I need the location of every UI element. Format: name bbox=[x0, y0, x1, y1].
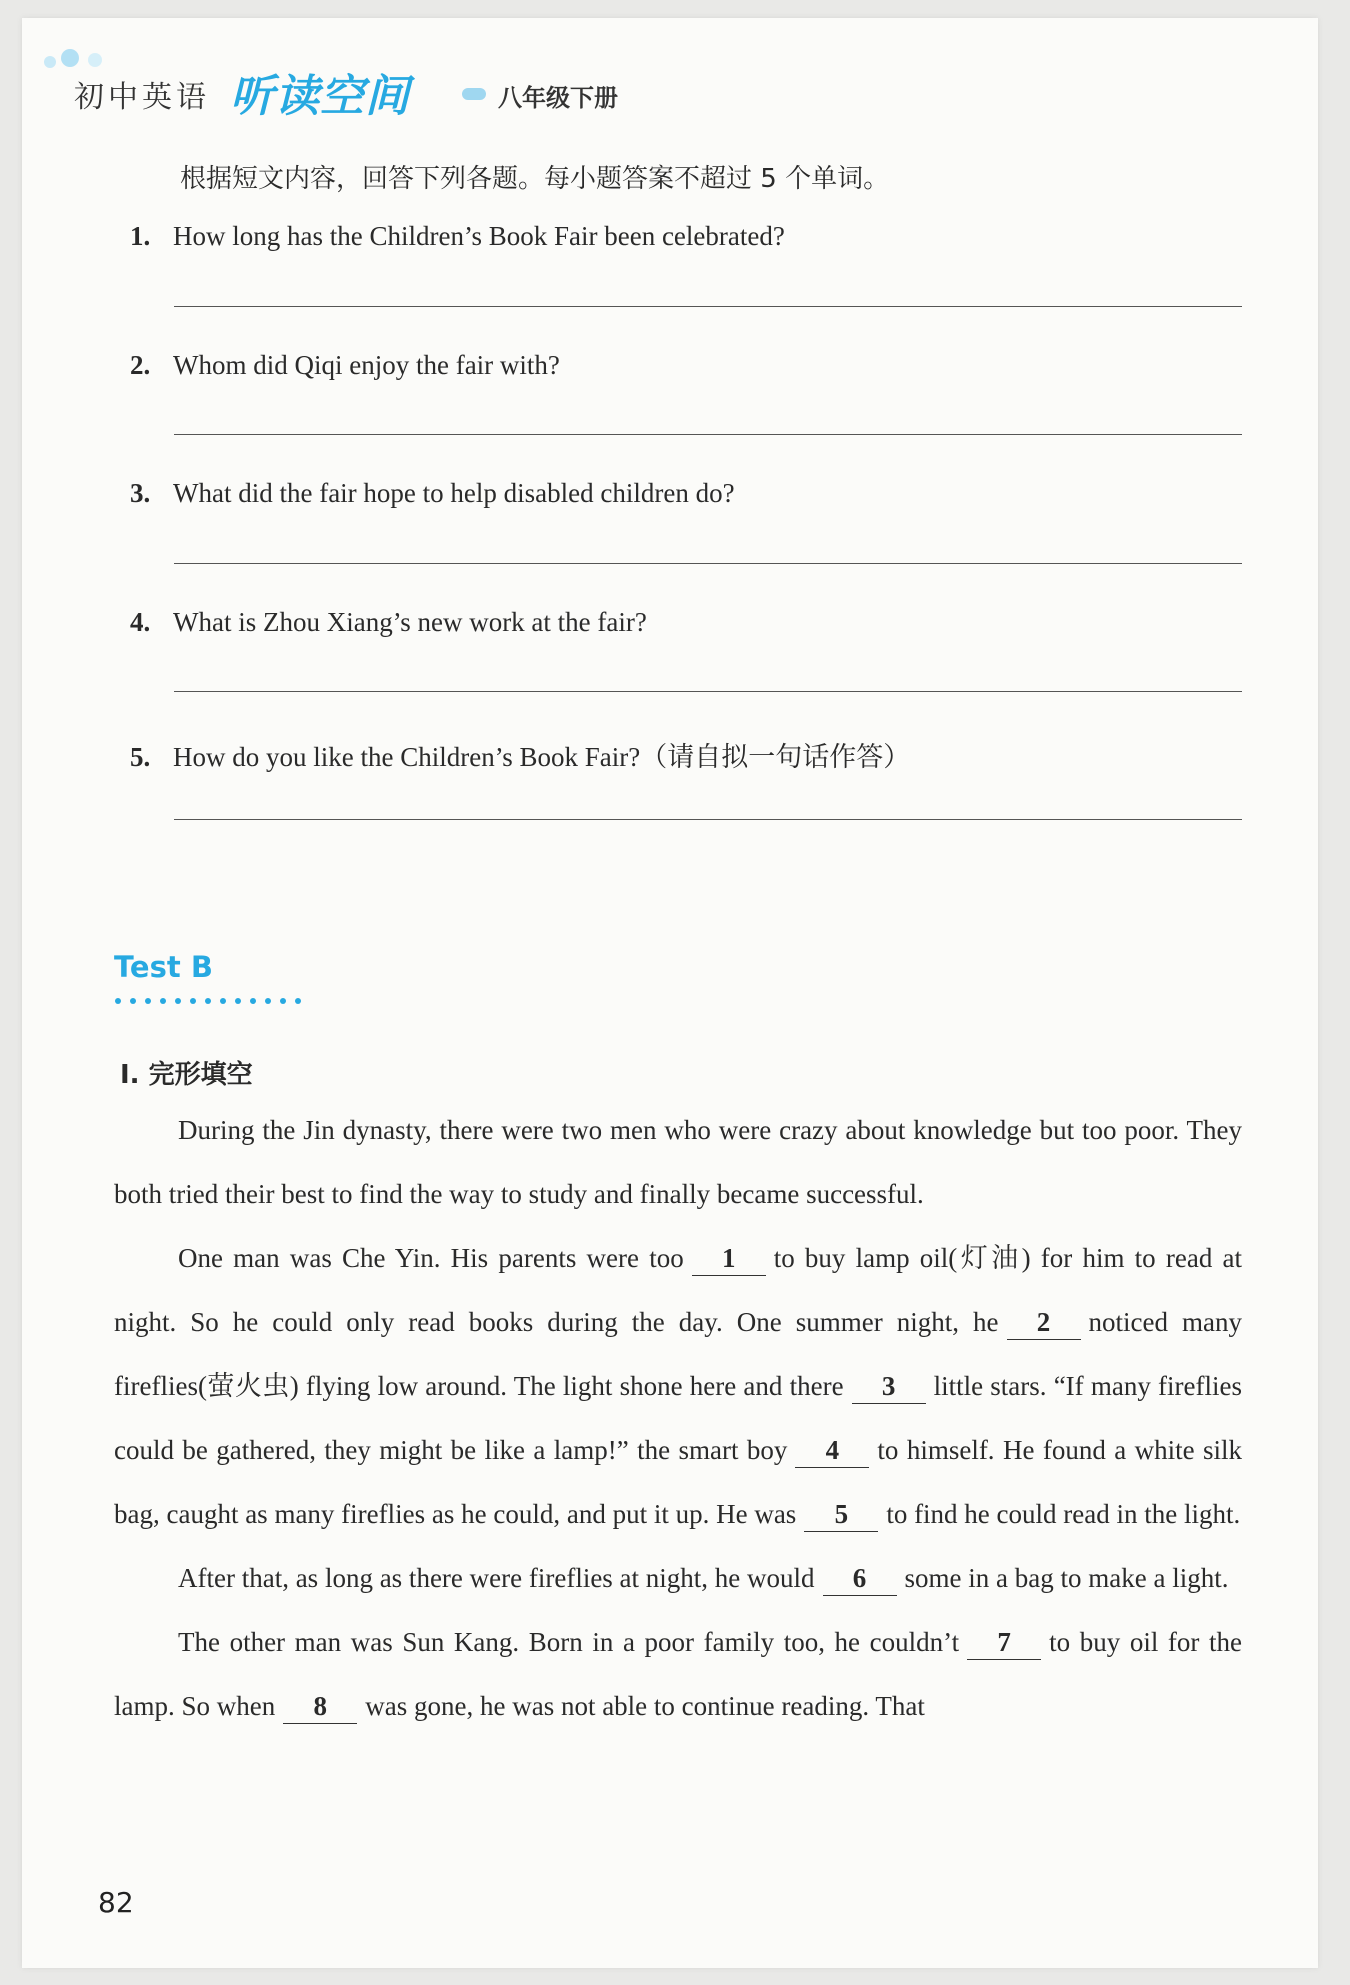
answer-line-2[interactable] bbox=[174, 434, 1242, 435]
test-title: Test B bbox=[114, 950, 213, 984]
passage-text: One man was Che Yin. His parents were too bbox=[178, 1243, 684, 1273]
question-text: Whom did Qiqi enjoy the fair with? bbox=[173, 350, 560, 380]
grade-label: 八年级下册 bbox=[498, 84, 618, 112]
passage-text: was gone, he was not able to continue reading. That bbox=[365, 1691, 925, 1721]
passage-text: After that, as long as there were fireflies at night, he would bbox=[178, 1563, 815, 1593]
blank-1[interactable]: 1 bbox=[692, 1241, 766, 1276]
passage-text: to buy oil for the lamp. So when bbox=[114, 1627, 1242, 1721]
arrow-icon bbox=[462, 88, 486, 100]
question-text: What did the fair hope to help disabled children do? bbox=[173, 478, 735, 508]
question-3 bbox=[130, 478, 735, 509]
page-header bbox=[50, 56, 690, 126]
question-number: 1. bbox=[130, 221, 151, 251]
passage-text: to buy lamp oil(灯油) for him to read at night. So he could only read books during the day. One summer night, he bbox=[114, 1243, 1242, 1337]
blank-6[interactable]: 6 bbox=[823, 1561, 897, 1596]
question-number: 5. bbox=[130, 742, 151, 772]
question-number: 3. bbox=[130, 478, 151, 508]
instruction-text: 根据短文内容，回答下列各题。每小题答案不超过 5 个单词。 bbox=[180, 164, 890, 194]
answer-line-5[interactable] bbox=[174, 819, 1242, 820]
paragraph-3 bbox=[114, 1546, 1242, 1610]
question-2 bbox=[130, 350, 560, 381]
question-4 bbox=[130, 607, 647, 638]
question-5 bbox=[130, 735, 910, 774]
passage-text: little stars. “If many fireflies could be gathered, they might be like a lamp!” the smart boy bbox=[114, 1371, 1242, 1465]
page-number: 82 bbox=[98, 1886, 134, 1919]
dotted-underline bbox=[114, 996, 304, 1006]
answer-line-3[interactable] bbox=[174, 563, 1242, 564]
blank-5[interactable]: 5 bbox=[804, 1497, 878, 1532]
book-brand-title: 听读空间 bbox=[230, 71, 410, 122]
question-number: 2. bbox=[130, 350, 151, 380]
passage-text: The other man was Sun Kang. Born in a poor family too, he couldn’t bbox=[178, 1627, 960, 1657]
question-text: How long has the Children’s Book Fair been celebrated? bbox=[173, 221, 785, 251]
passage-text: to find he could read in the light. bbox=[886, 1499, 1241, 1529]
question-text: How do you like the Children’s Book Fair?（请自拟一句话作答） bbox=[173, 742, 911, 772]
question-1 bbox=[130, 221, 785, 252]
paragraph-4 bbox=[114, 1610, 1242, 1738]
passage-text: some in a bag to make a light. bbox=[904, 1563, 1229, 1593]
passage-text: noticed many fireflies(萤火虫) flying low around. The light shone here and there bbox=[114, 1307, 1242, 1401]
question-text: What is Zhou Xiang’s new work at the fair? bbox=[173, 607, 647, 637]
paragraph-2 bbox=[114, 1226, 1242, 1546]
blank-3[interactable]: 3 bbox=[852, 1369, 926, 1404]
paragraph-1: During the Jin dynasty, there were two men who were crazy about knowledge but too poor. They both tried their best to find the way to study and finally became successful. bbox=[114, 1115, 1242, 1209]
answer-line-1[interactable] bbox=[174, 306, 1242, 307]
question-number: 4. bbox=[130, 607, 151, 637]
blank-8[interactable]: 8 bbox=[283, 1689, 357, 1724]
section-title: Ⅰ. 完形填空 bbox=[120, 1060, 253, 1090]
passage-text: to himself. He found a white silk bag, caught as many fireflies as he could, and put it up. He was bbox=[114, 1435, 1242, 1529]
answer-line-4[interactable] bbox=[174, 691, 1242, 692]
passage bbox=[114, 1098, 1242, 1738]
workbook-page bbox=[22, 18, 1318, 1968]
blank-2[interactable]: 2 bbox=[1007, 1305, 1081, 1340]
book-series-prefix: 初中英语 bbox=[74, 80, 210, 115]
blank-7[interactable]: 7 bbox=[967, 1625, 1041, 1660]
blank-4[interactable]: 4 bbox=[795, 1433, 869, 1468]
